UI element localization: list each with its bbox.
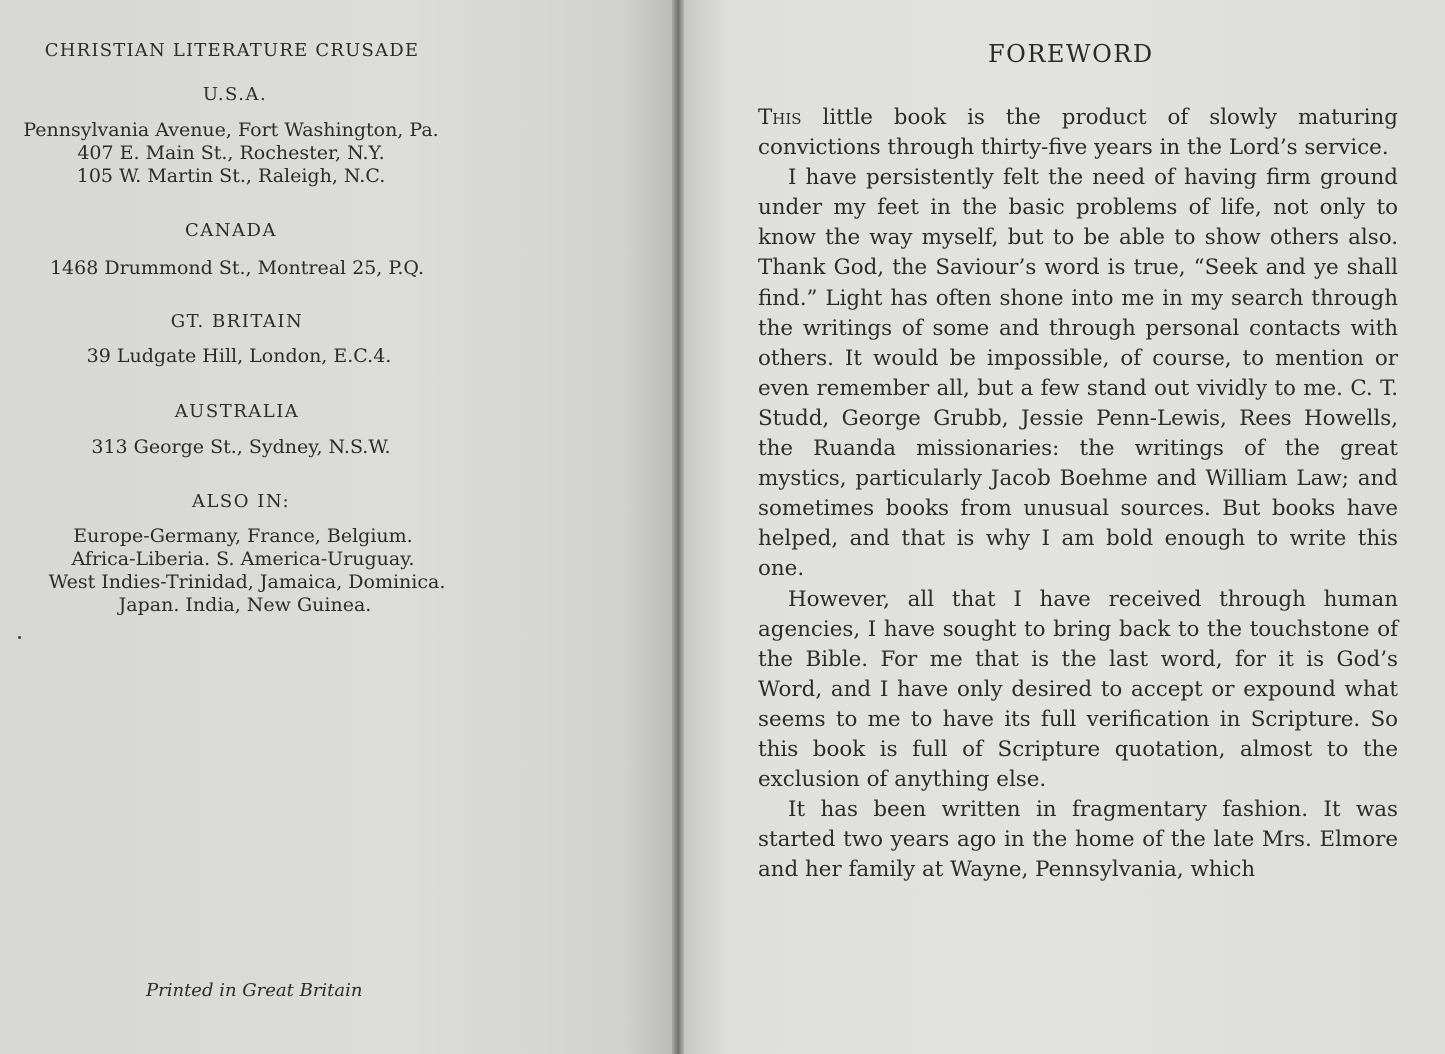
paragraph-text: little book is the product of slowly maturing convictions through thirty-five years in the Lord’s service.: [758, 105, 1398, 161]
paragraph: It has been written in fragmentary fashion. It was started two years ago in the home of the late Mrs. Elmore and her family at Wayne, Pennsylvania, which: [758, 797, 1398, 883]
address-line: Pennsylvania Avenue, Fort Washington, Pa.: [23, 119, 439, 141]
address-line: 1468 Drummond St., Montreal 25, P.Q.: [49, 257, 425, 279]
address-line: 39 Ludgate Hill, London, E.C.4.: [86, 345, 392, 367]
paper-speck: [18, 636, 21, 639]
lead-word: This: [758, 105, 802, 130]
region-heading-also-in: ALSO IN:: [191, 491, 291, 512]
address-line: 105 W. Martin St., Raleigh, N.C.: [76, 165, 386, 187]
region-heading-gt-britain: GT. BRITAIN: [170, 311, 304, 332]
address-line: Japan. India, New Guinea.: [118, 594, 372, 616]
region-heading-canada: CANADA: [185, 220, 277, 241]
paragraph: I have persistently felt the need of having firm ground under my feet in the basic problems of life, not only to know the way myself, but to be able to show others also. Thank God, the Saviour’s word is true, “Seek and ye shall find.” Light has often shone into me in my search through the writings of some and through personal contacts with others. It would be impossible, of course, to mention or even remember all, but a few stand out vividly to me. C. T. Studd, George Grubb, Jessie Penn-Lewis, Rees Howells, the Ruanda missionaries: the writings of the great mystics, particularly Jacob Boehme and William Law; and sometimes books from unusual sources. But books have helped, and that is why I am bold enough to write this one.: [758, 165, 1398, 582]
address-line: 407 E. Main St., Rochester, N.Y.: [77, 142, 385, 164]
paragraph: [758, 103, 1398, 163]
address-line: Africa-Liberia. S. America-Uruguay.: [71, 548, 415, 570]
address-line: West Indies-Trinidad, Jamaica, Dominica.: [48, 571, 446, 593]
paragraph: However, all that I have received through human agencies, I have sought to bring back to the touchstone of the Bible. For me that is the last word, for it is God’s Word, and I have only desired to accept or expound what seems to me to have its full verification in Scripture. So this book is full of Scripture quotation, almost to the exclusion of anything else.: [758, 586, 1398, 793]
publisher-name: CHRISTIAN LITERATURE CRUSADE: [44, 40, 420, 61]
address-line: 313 George St., Sydney, N.S.W.: [91, 436, 391, 458]
foreword-body: [758, 103, 1398, 885]
region-heading-usa: U.S.A.: [202, 84, 268, 105]
region-heading-australia: AUSTRALIA: [174, 401, 300, 422]
printed-in-notice: Printed in Great Britain: [146, 980, 363, 1001]
page-title: FOREWORD: [988, 40, 1154, 68]
address-line: Europe-Germany, France, Belgium.: [73, 525, 413, 547]
